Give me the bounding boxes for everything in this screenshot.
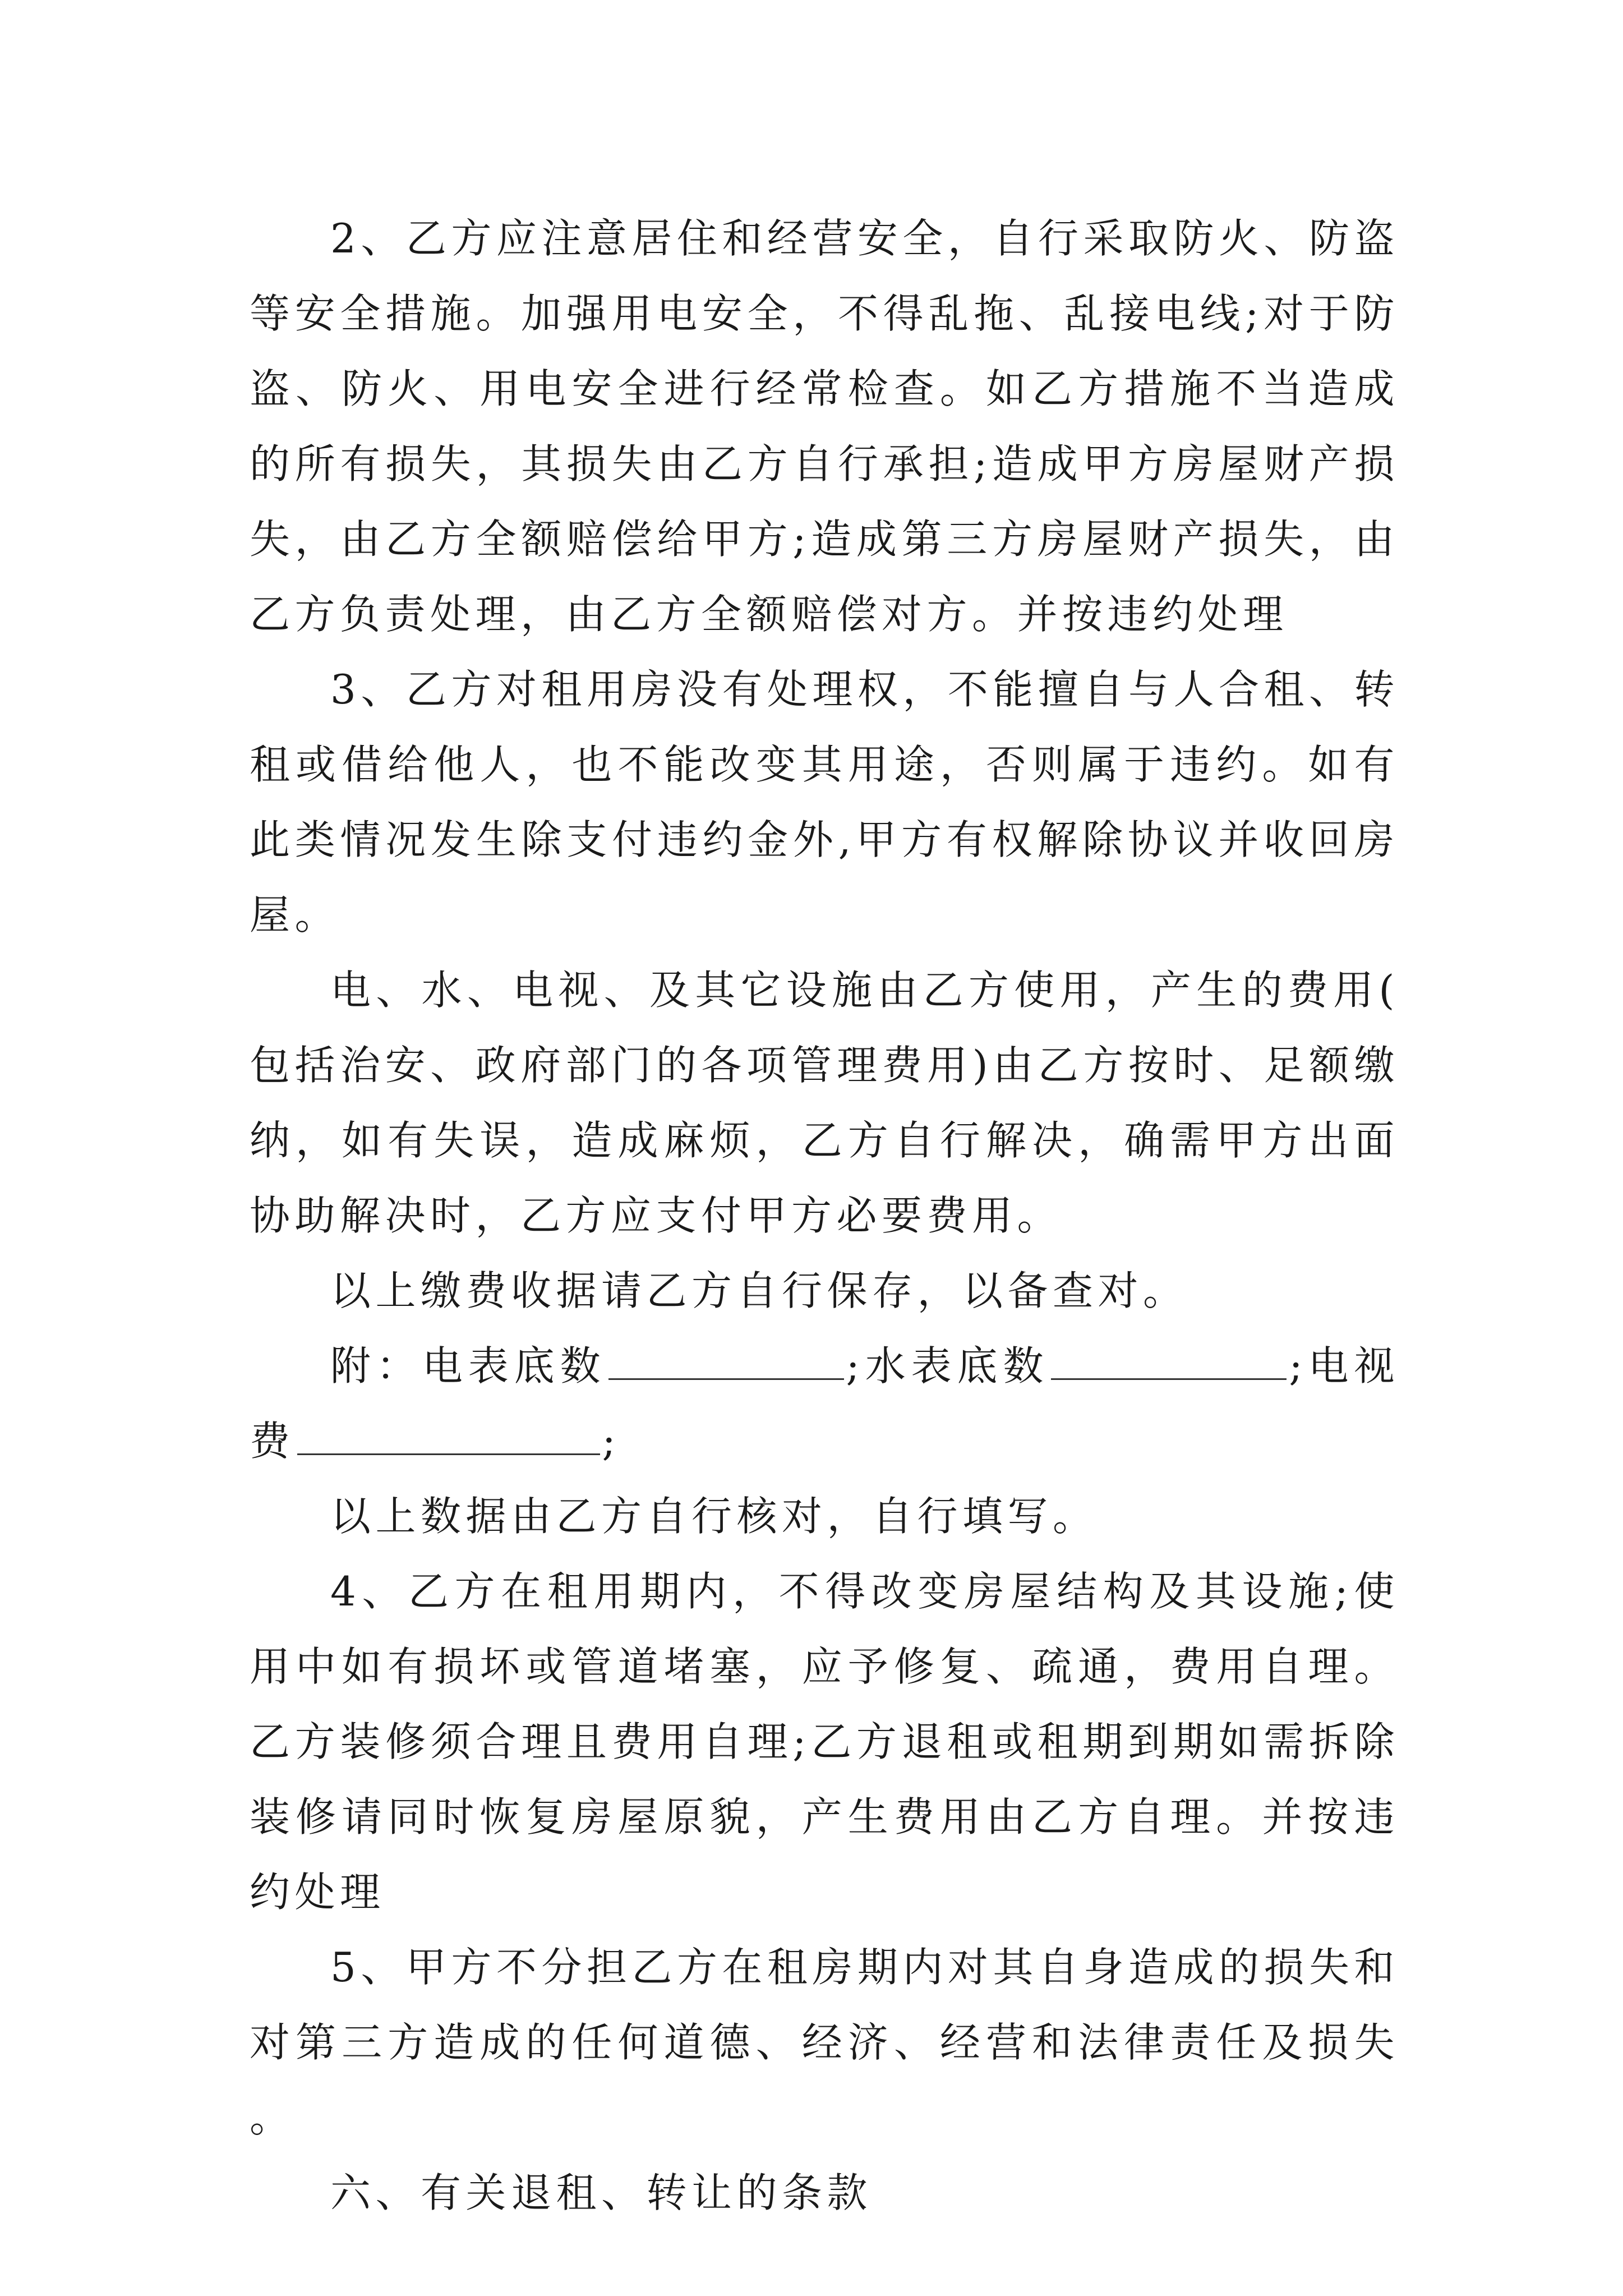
document-body — [250, 201, 1399, 2230]
clause-5-paragraph: 5、甲方不分担乙方在租房期内对其自身造成的损失和对第三方造成的任何道德、经济、经营和法律责任及损失。 — [250, 1944, 1399, 2141]
self-check-paragraph: 以上数据由乙方自行核对，自行填写。 — [330, 1493, 1098, 1540]
receipt-note-paragraph: 以上缴费收据请乙方自行保存，以备查对。 — [330, 1267, 1188, 1314]
electric-meter-blank — [608, 1340, 844, 1380]
utilities-paragraph: 电、水、电视、及其它设施由乙方使用，产生的费用(包括治安、政府部门的各项管理费用)由乙方按时、足额缴纳，如有失误，造成麻烦，乙方自行解决，确需甲方出面协助解决时，乙方应支付甲方必要费用。 — [250, 967, 1399, 1239]
meter-tv-label: ;电视费 — [250, 1342, 1399, 1465]
meter-water-label: ;水表底数 — [846, 1342, 1049, 1389]
section-6-heading: 六、有关退租、转让的条款 — [330, 2169, 873, 2216]
tv-fee-blank — [297, 1415, 600, 1455]
clause-3-paragraph: 3、乙方对租用房没有处理权，不能擅自与人合租、转租或借给他人，也不能改变其用途，否则属于违约。如有此类情况发生除支付违约金外,甲方有权解除协议并收回房屋。 — [250, 666, 1399, 938]
meter-readings-paragraph — [250, 1328, 1399, 1479]
meter-electric-label: 附：电表底数 — [330, 1342, 606, 1389]
meter-line-end: ; — [602, 1418, 621, 1465]
water-meter-blank — [1051, 1340, 1287, 1380]
clause-4-paragraph: 4、乙方在租用期内，不得改变房屋结构及其设施;使用中如有损坏或管道堵塞，应予修复、疏通，费用自理。乙方装修须合理且费用自理;乙方退租或租期到期如需拆除装修请同时恢复房屋原貌，产生费用由乙方自理。并按违约处理 — [250, 1568, 1399, 1916]
clause-2-paragraph: 2、乙方应注意居住和经营安全，自行采取防火、防盗等安全措施。加强用电安全，不得乱拖、乱接电线;对于防盗、防火、用电安全进行经常检查。如乙方措施不当造成的所有损失，其损失由乙方自行承担;造成甲方房屋财产损失，由乙方全额赔偿给甲方;造成第三方房屋财产损失，由乙方负责处理，由乙方全额赔偿对方。并按违约处理 — [250, 215, 1399, 638]
